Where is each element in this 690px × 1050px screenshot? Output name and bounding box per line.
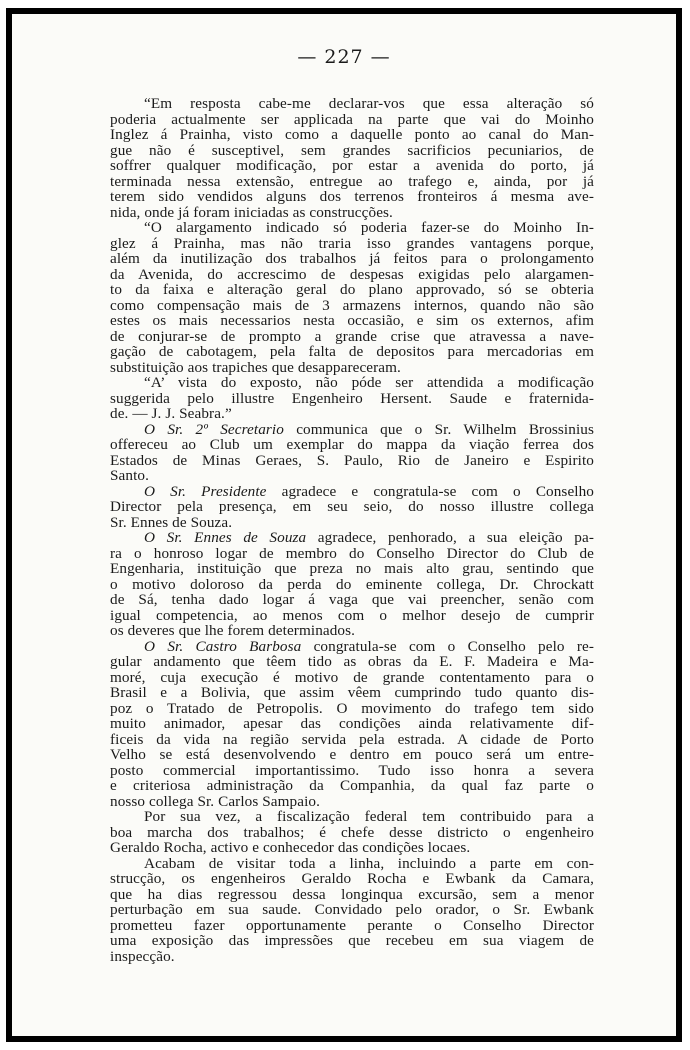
text-line: de conjurar-se de prompto a grande crise que atravessa a nave-	[110, 327, 594, 345]
text-line: posto commercial importantissimo. Tudo isso honra a severa	[110, 761, 594, 779]
text-line: gue não é susceptivel, sem grandes sacrificios pecuniarios, de	[110, 141, 594, 159]
paragraph	[110, 220, 594, 375]
text-line: Acabam de visitar toda a linha, incluindo a parte em con-	[144, 854, 594, 872]
text-line: como compensação mais de 3 armazens internos, quando não são	[110, 296, 594, 314]
text-line: “O alargamento indicado só poderia fazer-se do Moinho In-	[144, 219, 594, 236]
text-line	[110, 530, 594, 546]
text-line: Engenharia, instituição que preza no mais alto grau, sentindo que	[110, 560, 594, 577]
text-line: nosso collega Sr. Carlos Sampaio.	[110, 792, 320, 810]
text-line: substituição aos trapiches que desappareceram.	[110, 358, 401, 376]
text-line: de. — J. J. Seabra.”	[110, 405, 232, 422]
text-line: Director pela presença, em seu seio, do nosso illustre collega	[110, 498, 594, 515]
text-line: strucção, os engenheiros Geraldo Rocha e Ewbank da Camara,	[110, 870, 594, 887]
text-line: boa marcha dos trabalhos; é chefe desse districto o engenheiro	[110, 823, 594, 841]
paragraph	[110, 96, 594, 220]
text-line: Velho se está desenvolvendo e dentro em pouco será um entre-	[110, 746, 594, 763]
text-line: muito animador, apesar das condições ainda relativamente dif-	[110, 715, 594, 732]
text-line: ra o honroso logar de membro do Conselho Director do Club de	[110, 544, 594, 562]
text-fragment: agradece e congratula-se com o Conselho	[281, 482, 594, 500]
paragraph	[110, 422, 594, 484]
text-line: to da faixa e alteração geral do plano approvado, só se obteria	[110, 281, 594, 298]
body-text	[110, 96, 594, 964]
text-line: perturbação em sua saude. Convidado pelo orador, o Sr. Ewbank	[110, 901, 594, 918]
text-line: “Em resposta cabe-me declarar-vos que essa alteração só	[144, 95, 594, 112]
text-line: soffrer qualquer modificação, por estar a avenida do porto, já	[110, 157, 594, 174]
text-line: gação de cabotagem, pela falta de depositos para mercadorias em	[110, 343, 594, 360]
text-line: Santo.	[110, 467, 149, 484]
text-line	[110, 484, 594, 500]
text-fragment: communica que o Sr. Wilhelm Brossinius	[296, 420, 594, 438]
text-line: terem sido vendidos alguns dos terrenos fronteiros á mesma ave-	[110, 188, 594, 205]
text-line: estes os mais necessarios nesta occasião, e sim os externos, afim	[110, 312, 594, 329]
text-fragment: congratula-se com o Conselho pelo re-	[313, 637, 594, 655]
text-line: prometteu fazer opportunamente perante o Conselho Director	[110, 916, 594, 934]
text-line: que ha dias regressou dessa longinqua excursão, sem a menor	[110, 885, 594, 903]
text-line	[110, 639, 594, 655]
text-line: de Sá, tenha dado logar á vaga que vai preencher, senão com	[110, 591, 594, 608]
text-line: Inglez á Prainha, visto como a daquelle ponto ao canal do Man-	[110, 126, 594, 143]
speaker-name: O Sr. Ennes de Souza	[144, 529, 307, 546]
text-line: uma exposição das impressões que recebeu em sua viagem de	[110, 932, 594, 949]
text-line: offereceu ao Club um exemplar do mappa da viação ferrea dos	[110, 436, 594, 453]
text-line: gular andamento que têem tido as obras da E. F. Madeira e Ma-	[110, 653, 594, 670]
text-line: poderia actualmente ser applicada na parte que vai do Moinho	[110, 110, 594, 128]
text-line: nida, onde já foram iniciadas as construcções.	[110, 203, 393, 221]
paragraph	[110, 530, 594, 639]
text-line: glez á Prainha, mas não traria isso grandes vantagens porque,	[110, 234, 594, 252]
text-line: igual competencia, ao menos com o melhor desejo de cumprir	[110, 606, 594, 624]
text-line: poz o Tratado de Petropolis. O movimento do trafego tem sido	[110, 699, 594, 717]
text-line: ficeis da vida na região servida pela estrada. A cidade de Porto	[110, 730, 594, 748]
paragraph	[110, 484, 594, 531]
text-fragment: agradece, penhorado, a sua eleição pa-	[317, 529, 594, 546]
text-line	[110, 422, 594, 438]
text-line: além da inutilização dos trabalhos já feitos para o prolongamento	[110, 250, 594, 267]
text-line: Estados de Minas Geraes, S. Paulo, Rio de Janeiro e Espirito	[110, 451, 594, 469]
page-frame	[6, 8, 682, 1042]
text-line: o motivo doloroso da perda do eminente collega, Dr. Chrockatt	[110, 575, 594, 593]
paragraph	[110, 375, 594, 422]
paragraph	[110, 809, 594, 856]
text-line: Brasil e a Bolivia, que assim vêem cumprindo tudo quanto dis-	[110, 684, 594, 701]
text-line: da Avenida, do accrescimo de despesas exigidas pelo alargamen-	[110, 265, 594, 283]
text-line: suggerida pelo illustre Engenheiro Hersent. Saude e fraternida-	[110, 389, 594, 407]
text-line: os deveres que lhe forem determinados.	[110, 622, 356, 639]
text-line: Por sua vez, a fiscalização federal tem contribuido para a	[144, 808, 594, 825]
text-line: Geraldo Rocha, activo e conhecedor das condições locaes.	[110, 839, 471, 856]
paragraph	[110, 856, 594, 965]
text-line: moré, cuja execução é motivo de grande contentamento para o	[110, 668, 594, 686]
speaker-name: O Sr. 2º Secretario	[144, 420, 284, 438]
text-line: Sr. Ennes de Souza.	[110, 513, 233, 531]
page-number: — 227 —	[297, 46, 391, 68]
speaker-name: O Sr. Presidente	[144, 482, 267, 500]
paragraph	[110, 639, 594, 810]
text-line: “A’ vista do exposto, não póde ser attendida a modificação	[144, 374, 594, 391]
text-line: inspecção.	[110, 947, 175, 965]
speaker-name: O Sr. Castro Barbosa	[144, 637, 302, 655]
text-line: terminada nessa extensão, entregue ao trafego e, ainda, por já	[110, 172, 594, 190]
text-line: e criteriosa administração da Companhia, da qual faz parte o	[110, 777, 594, 794]
